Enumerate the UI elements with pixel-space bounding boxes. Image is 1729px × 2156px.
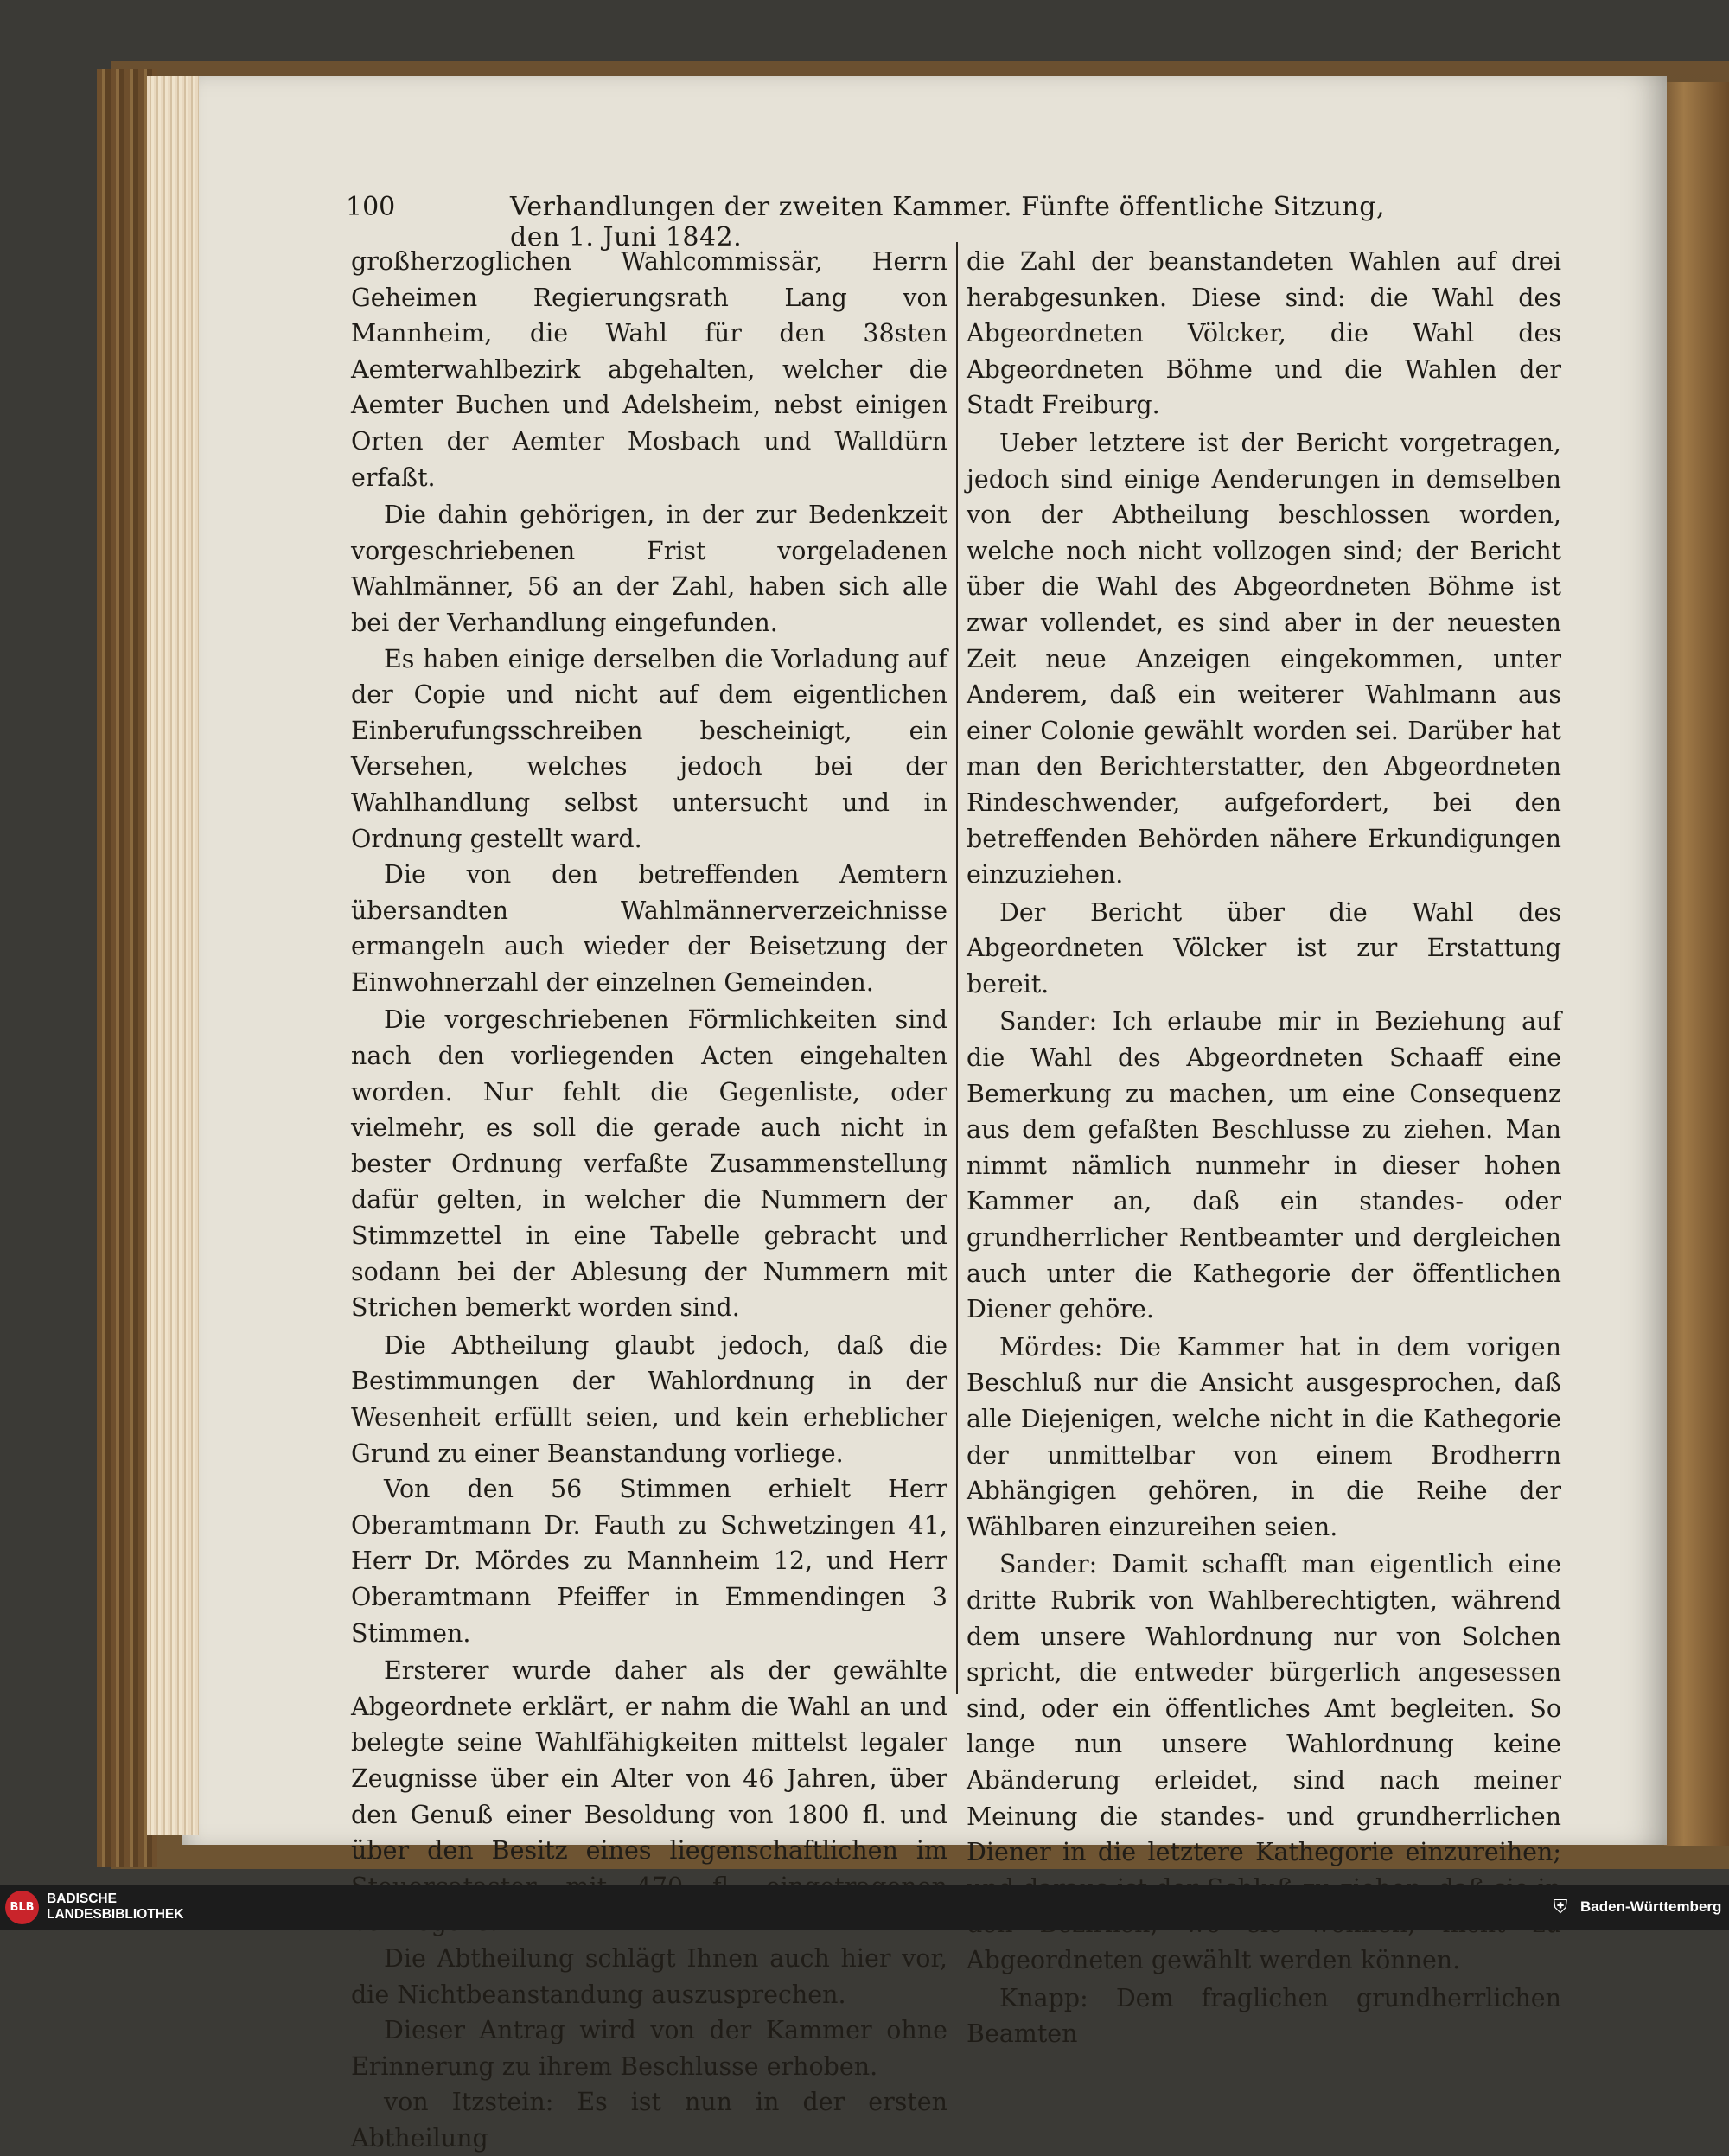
right-column bbox=[967, 244, 1561, 2052]
paragraph: Der Bericht über die Wahl des Abgeordneten Völcker ist zur Erstattung bereit. bbox=[967, 897, 1561, 998]
page-number: 100 bbox=[346, 192, 396, 222]
paragraph: Die von den betreffenden Aemtern übersandten Wahlmännerverzeichnisse ermangeln auch wieder der Beisetzung der Einwohnerzahl der einzelnen Gemeinden. bbox=[351, 860, 947, 997]
paragraph: Ersterer wurde daher als der gewählte Abgeordnete erklärt, er nahm die Wahl an und belegte seine Wahlfähigkeiten mittelst legaler Zeugnisse über ein Alter von 46 Jahren, über den Genuß einer Besoldung von 1800 fl. und über den Besitz eines liegenschaftlichen im bbox=[351, 1656, 947, 1866]
footer-bar bbox=[0, 1885, 1729, 1930]
paragraph: Die Abtheilung schlägt Ihnen auch hier vor, die Nichtbeanstandung auszusprechen. bbox=[351, 1943, 947, 2009]
blb-name[interactable] bbox=[47, 1891, 183, 1923]
paragraph: die Zahl der beanstandeten Wahlen auf drei herabgesunken. Diese sind: die Wahl des Abgeordneten Völcker, die Wahl des Abgeordneten Böhme und die Wahlen der Stadt Freiburg. bbox=[967, 247, 1561, 420]
paragraph: Die vorgeschriebenen Förmlichkeiten sind nach den vorliegenden Acten eingehalten worden. Nur fehlt die Gegenliste, oder vielmehr, es soll die gerade auch nicht in bester Ordnung verfaßte Zusammenstellung dafür gelten, in welcher die Nummern der Stimmzettel in eine Tabelle gebracht und sodann bei der Ablesung der Nummern mit Strichen bemerkt worden sind. bbox=[351, 1005, 947, 1323]
bw-name[interactable]: Baden-Württemberg bbox=[1580, 1898, 1722, 1915]
header-title: Verhandlungen der zweiten Kammer. Fünfte öffentliche Sitzung, den 1. Juni 1842. bbox=[510, 192, 1385, 252]
column-divider bbox=[956, 242, 958, 1694]
blb-name-line2: LANDESBIBLIOTHEK bbox=[47, 1907, 184, 1922]
blb-logo-icon[interactable]: BLB bbox=[5, 1891, 39, 1924]
paragraph: Sander: Damit schafft man eigentlich eine dritte Rubrik von Wahlberechtigten, während dem unsere Wahlordnung nur von Solchen spricht, die entweder bürgerlich angesessen sind, oder ein öffentliches Amt begleiten. So lange nun unsere Wahlordnung keine Abänderung erleidet, sind nach meiner Meinung die standes- und grundherrlichen Diener in die letztere Kathegorie einzureihen; Abgeordneten gewählt werden können. bbox=[967, 1550, 1561, 1974]
paragraph: großherzoglichen Wahlcommissär, Herrn Geheimen Regierungsrath Lang von Mannheim, die Wahl für den 38sten Aemterwahlbezirk abgehalten, welcher die Aemter Buchen und Adelsheim, nebst einigen Orten der Aemter Mosbach und Walldürn erfaßt. bbox=[351, 247, 947, 492]
paragraph: Ueber letztere ist der Bericht vorgetragen, jedoch sind einige Aenderungen in demselben von der Abtheilung beschlossen worden, welche noch nicht vollzogen sind; der Bericht über die Wahl des Abgeordneten Böhme ist zwar vollendet, es sind aber in der neuesten Zeit neue Anzeigen eingekommen, unter Anderem, daß ein weiterer Wahlmann aus einer Colonie gewählt worden sei. Darüber hat man den Berichterstatter, den Abgeordneten Rindeschwender, aufgefordert, bei den betreffenden Behörden nähere Erkundigungen einzuziehen. bbox=[967, 428, 1561, 890]
paragraph: Sander: Ich erlaube mir in Beziehung auf die Wahl des Abgeordneten Schaaff eine Bemerkung zu machen, um eine Consequenz aus dem gefaßten Beschlusse zu ziehen. Man nimmt nämlich nunmehr in dieser hohen Kammer an, daß ein standes- oder grundherrlicher Rentbeamter und dergleichen auch unter die Kathegorie der öffentlichen Diener gehöre. bbox=[967, 1007, 1561, 1324]
paragraph: Knapp: Dem fraglichen grundherrlichen Beamten bbox=[967, 1983, 1561, 2049]
page-stack bbox=[147, 76, 199, 1835]
paragraph: Die dahin gehörigen, in der zur Bedenkzeit vorgeschriebenen Frist vorgeladenen Wahlmänner, 56 an der Zahl, haben sich alle bei der Verhandlung eingefunden. bbox=[351, 501, 947, 637]
coat-of-arms-icon: ⛨ bbox=[1553, 1897, 1568, 1918]
paragraph: Die Abtheilung glaubt jedoch, daß die Bestimmungen der Wahlordnung in der Wesenheit erfüllt seien, und kein erheblicher Grund zu einer Beanstandung vorliege. bbox=[351, 1330, 947, 1468]
running-header bbox=[346, 192, 1418, 252]
paragraph: von Itzstein: Es ist nun in der ersten Abtheilung bbox=[351, 2088, 947, 2153]
blb-name-line1: BADISCHE bbox=[47, 1891, 117, 1906]
paragraph: Mördes: Die Kammer hat in dem vorigen Beschluß nur die Ansicht ausgesprochen, daß alle Diejenigen, welche nicht in die Kathegorie der unmittelbar von einem Brodherrn Abhängigen gehören, in die Reihe der Wählbaren einzureihen seien. bbox=[967, 1332, 1561, 1541]
paragraph: Von den 56 Stimmen erhielt Herr Oberamtmann Dr. Fauth zu Schwetzingen 41, Herr Dr. Mördes zu Mannheim 12, und Herr Oberamtmann Pfeiffer in Emmendingen 3 Stimmen. bbox=[351, 1475, 947, 1648]
book-binding-right bbox=[1664, 82, 1729, 1846]
left-column bbox=[351, 244, 947, 2156]
paragraph: Es haben einige derselben die Vorladung auf der Copie und nicht auf dem eigentlichen Einberufungsschreiben bescheinigt, ein Versehen, welches jedoch bei der Wahlhandlung selbst untersucht und in Ordnung gestellt ward. bbox=[351, 644, 947, 853]
paragraph: Dieser Antrag wird von der Kammer ohne Erinnerung zu ihrem Beschlusse erhoben. bbox=[351, 2016, 947, 2081]
